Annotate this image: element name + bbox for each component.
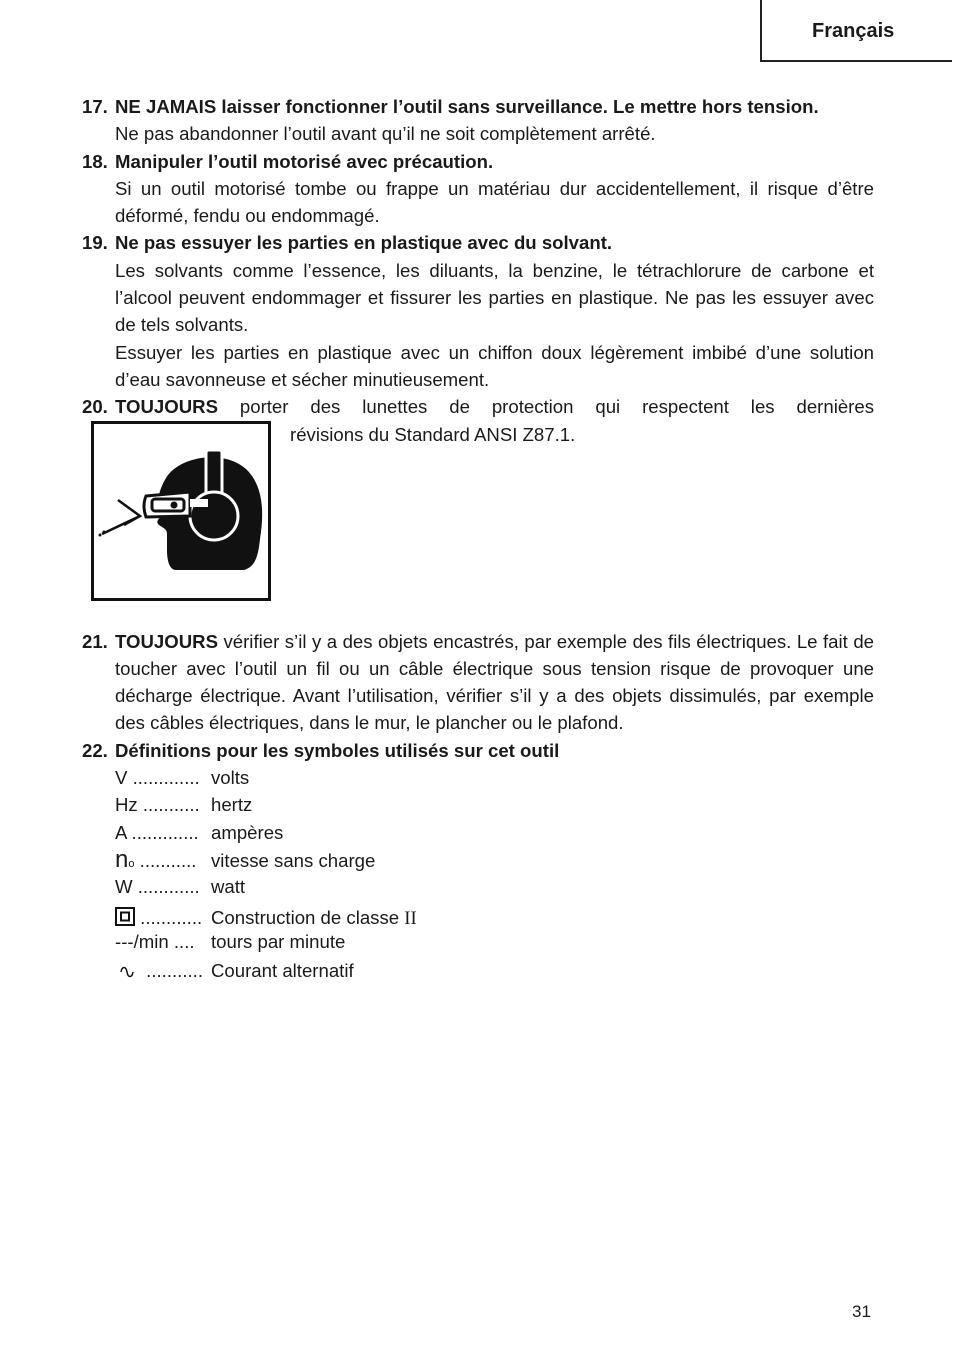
item-19 — [82, 229, 874, 393]
item-text: vérifier s’il y a des objets encastrés, par exemple des fils électriques. Le fait de toucher avec l’outil un fil ou un câble électrique sous tension risque de provoquer une décharge électrique. Avant l’utilisation, vérifier s’il y a des objets dissimulés, par exemple des câbles électriques, dans le mur, le plancher ou le plafond. — [115, 630, 874, 734]
symbol-row — [115, 846, 874, 873]
symbol-row — [115, 873, 874, 900]
item-body — [115, 628, 874, 737]
symbol-meaning: ampères — [211, 821, 284, 843]
alternating-current-icon — [115, 964, 141, 982]
eye-protection-figure — [91, 421, 271, 601]
symbol-dots: ........... — [134, 849, 197, 871]
item-body: Si un outil motorisé tombe ou frappe un matériau dur accidentellement, il risque d’être déformé, fendu ou endommagé. — [115, 177, 874, 227]
symbol-key: A ............. — [115, 821, 199, 843]
item-heading: NE JAMAIS laisser fonctionner l’outil sans surveillance. Le mettre hors tension. — [115, 96, 819, 117]
symbol-row — [115, 764, 874, 791]
symbol-dots: ........... — [141, 960, 203, 982]
symbol-meaning: watt — [211, 876, 246, 898]
item-number: 22. — [82, 739, 108, 761]
item-body: Essuyer les parties en plastique avec un chiffon doux légèrement imbibé d’une solution d’eau savonneuse et sécher minutieusement. — [115, 341, 874, 390]
item-20 — [82, 393, 874, 627]
safety-goggles-icon — [94, 424, 268, 598]
class-ii-icon — [115, 907, 135, 926]
symbol-meaning: tours par minute — [211, 930, 346, 952]
item-21 — [82, 628, 874, 737]
item-number: 20. — [82, 396, 108, 418]
item-heading: Manipuler l’outil motorisé avec précaution. — [115, 150, 494, 172]
language-label: Français — [812, 20, 895, 42]
symbol-key: ---/min .... — [115, 930, 195, 952]
class-text: Construction de classe — [211, 906, 400, 928]
symbol-key — [115, 957, 211, 984]
language-tab — [760, 0, 952, 62]
figure-row — [115, 421, 874, 628]
item-number: 21. — [82, 630, 108, 652]
symbol-key: Hz ........... — [115, 794, 200, 816]
item-heading: Ne pas essuyer les parties en plastique avec du solvant. — [115, 232, 613, 254]
symbol-key: V ............. — [115, 767, 200, 789]
symbol-meaning: hertz — [211, 794, 253, 816]
item-number: 17. — [82, 96, 108, 117]
item-number: 19. — [82, 232, 108, 254]
symbol-row — [115, 928, 874, 955]
item-heading: Définitions pour les symboles utilisés sur cet outil — [115, 739, 560, 761]
item-18 — [82, 148, 874, 230]
item-17 — [82, 93, 874, 148]
symbol-meaning: vitesse sans charge — [211, 849, 376, 871]
emphasis-always: TOUJOURS — [115, 396, 218, 418]
item-body — [115, 393, 874, 420]
symbol-meaning: volts — [211, 767, 250, 789]
safety-instructions — [82, 93, 874, 984]
symbol-key: W ............ — [115, 876, 200, 898]
no-load-n: n — [115, 845, 129, 873]
page-number: 31 — [852, 1302, 871, 1321]
item-text: porter des lunettes de protection qui respectent les dernières — [217, 396, 874, 418]
item-number: 18. — [82, 150, 108, 172]
symbol-row — [115, 904, 874, 931]
symbol-definitions — [115, 764, 874, 984]
symbol-row — [115, 957, 874, 984]
item-body: Les solvants comme l’essence, les diluants, la benzine, le tétrachlorure de carbone et l’alcool peuvent endommager et fissurer les parties en plastique. Ne pas les essuyer avec de tels solvants. — [115, 259, 874, 336]
figure-caption: révisions du Standard ANSI Z87.1. — [290, 423, 576, 445]
symbol-dots: ............ — [135, 906, 203, 928]
roman-numeral: II — [404, 907, 417, 929]
emphasis-always: TOUJOURS — [115, 630, 218, 652]
no-load-subscript: o — [128, 857, 135, 870]
symbol-row — [115, 791, 874, 818]
item-22 — [82, 737, 874, 985]
symbol-key — [115, 904, 211, 931]
item-body: Ne pas abandonner l’outil avant qu’il ne soit complètement arrêté. — [115, 123, 656, 145]
symbol-row — [115, 819, 874, 846]
symbol-meaning: Courant alternatif — [211, 960, 354, 982]
